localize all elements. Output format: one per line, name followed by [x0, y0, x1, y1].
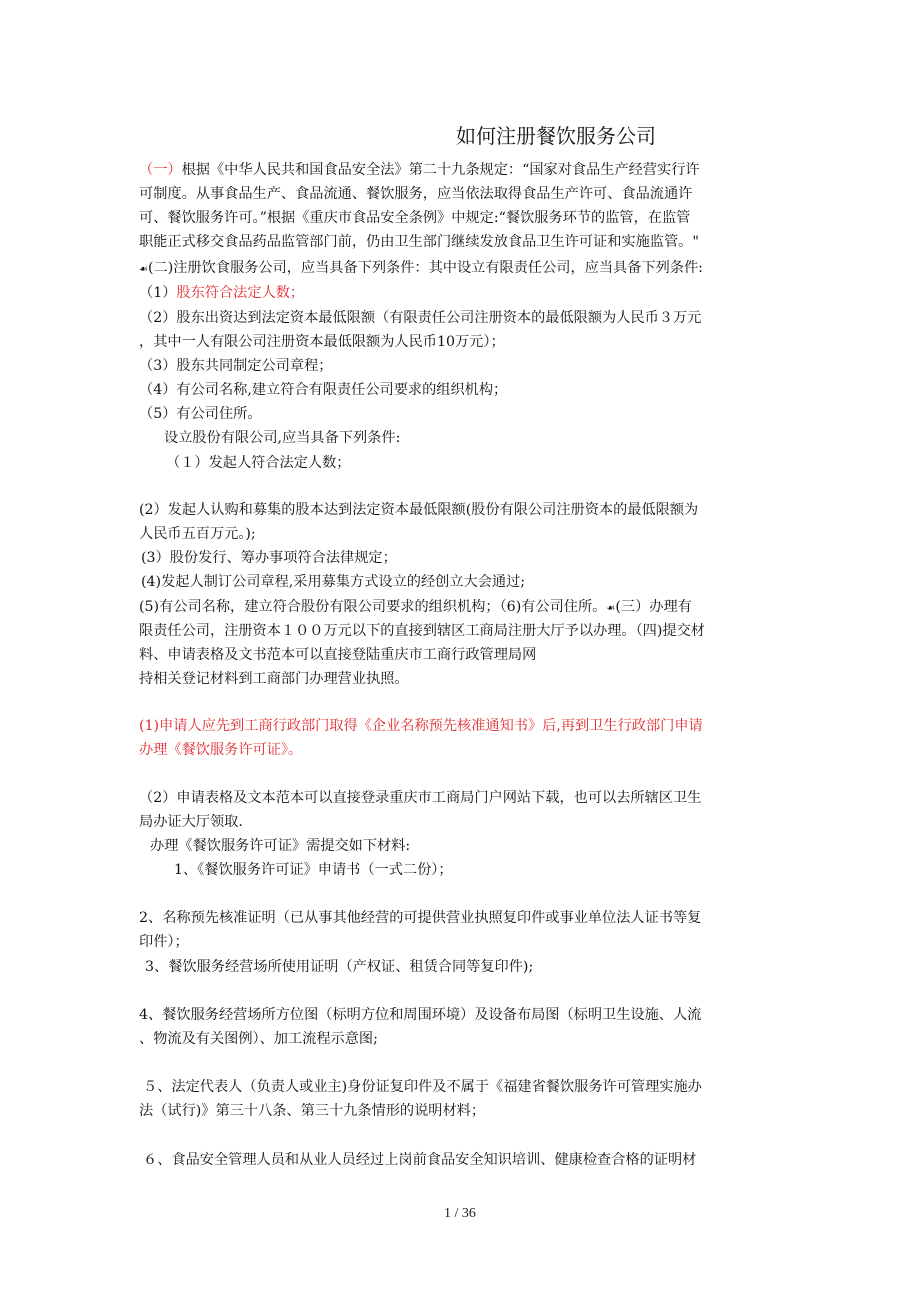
stock-condition-2-line-2: 人民币五百万元。);	[139, 526, 256, 542]
stock-condition-2-line-1: (2）发起人认购和募集的股本达到法定资本最低限额(股份有限公司注册资本的最低限额为	[139, 502, 699, 518]
material-2-line-1: 2、名称预先核准证明（已从事其他经营的可提供营业执照复印件或事业单位法人证书等复	[139, 910, 702, 926]
paragraph-1-line-1: （一）根据《中华人民共和国食品安全法》第二十九条规定：“国家对食品生产经营实行许	[139, 162, 700, 178]
material-4-line-2: 、物流及有关图例）、加工流程示意图;	[139, 1031, 378, 1047]
forms-paragraph-line-2: 局办证大厅领取.	[139, 814, 243, 830]
red-note-line-1: (1)申请人应先到工商行政部门取得《企业名称预先核准通知书》后,再到卫生行政部门申请	[139, 718, 703, 734]
paragraph-2: ☙(二)注册饮食服务公司，应当具备下列条件：其中设立有限责任公司，应当具备下列条件:	[139, 260, 703, 276]
materials-intro: 办理《餐饮服务许可证》需提交如下材料:	[150, 838, 411, 854]
paragraph-mark-icon: ☙	[606, 603, 616, 614]
ltd-condition-3: （3）股东共同制定公司章程；	[139, 358, 333, 374]
paragraph-1-line-2: 可制度。从事食品生产、食品流通、餐饮服务，应当依法取得食品生产许可、食品流通许	[139, 186, 693, 202]
highlighted-condition: 股东符合法定人数；	[176, 285, 305, 301]
stock-condition-4: (4)发起人制订公司章程,采用募集方式设立的经创立大会通过;	[141, 574, 526, 590]
forms-paragraph-line-1: （2）申请表格及文本范本可以直接登录重庆市工商局门户网站下载，也可以去所辖区卫生	[139, 790, 702, 806]
ltd-condition-2-line-1: （2）股东出资达到法定资本最低限额（有限责任公司注册资本的最低限额为人民币３万元	[139, 310, 702, 326]
material-6-line-1: ６、食品安全管理人员和从业人员经过上岗前食品安全知识培训、健康检查合格的证明材	[143, 1152, 697, 1168]
material-1: 1、《餐饮服务许可证》申请书（一式二份）；	[174, 862, 453, 878]
material-3: 3、餐饮服务经营场所使用证明（产权证、租赁合同等复印件);	[145, 959, 534, 975]
material-5-line-2: 法（试行)》第三十八条、第三十九条情形的说明材料；	[139, 1103, 486, 1119]
material-5-line-1: ５、法定代表人（负责人或业主)身份证复印件及不属于《福建省餐饮服务许可管理实施办	[143, 1079, 702, 1095]
paragraph-1-line-4: 职能正式移交食品药品监管部门前，仍由卫生部门继续发放食品卫生许可证和实施监管。"	[139, 234, 699, 250]
document-title: 如何注册餐饮服务公司	[456, 124, 656, 148]
material-2-line-2: 印件）；	[139, 934, 189, 950]
paragraph-1-line-3: 可、餐饮服务许可。”根据《重庆市食品安全条例》中规定:“餐饮服务环节的监管，在监管	[139, 210, 691, 226]
stock-condition-1: （１）发起人符合法定人数；	[166, 455, 351, 471]
stock-company-intro: 设立股份有限公司,应当具备下列条件:	[164, 430, 401, 446]
section-3-line-2: 限责任公司，注册资本１００万元以下的直接到辖区工商局注册大厅予以办理。（四)提交材	[139, 623, 705, 639]
page-number: 1 / 36	[444, 1206, 476, 1221]
ltd-condition-1: （1）股东符合法定人数；	[139, 285, 305, 301]
ltd-condition-5: （5）有公司住所。	[139, 406, 262, 422]
material-4-line-1: 4、餐饮服务经营场所方位图（标明方位和周围环境）及设备布局图（标明卫生设施、人流	[139, 1007, 702, 1023]
section-4-line: 料、申请表格及文书范本可以直接登陆重庆市工商行政管理局网	[139, 647, 537, 663]
stock-condition-5: (5)有公司名称，建立符合股份有限公司要求的组织机构；（6)有公司住所。☙(三）办理有	[139, 599, 692, 615]
ltd-condition-4: （4）有公司名称,建立符合有限责任公司要求的组织机构；	[139, 382, 508, 398]
paragraph-mark-icon: ☙	[139, 264, 148, 275]
ltd-condition-2-line-2: ，其中一人有限公司注册资本最低限额为人民币10万元）；	[139, 334, 505, 350]
section-1-number: （一）	[139, 162, 182, 178]
red-note-line-2: 办理《餐饮服务许可证》。	[139, 742, 303, 758]
license-line: 持相关登记材料到工商部门办理营业执照。	[139, 671, 409, 687]
stock-condition-3: (3）股份发行、筹办事项符合法律规定；	[141, 550, 397, 566]
